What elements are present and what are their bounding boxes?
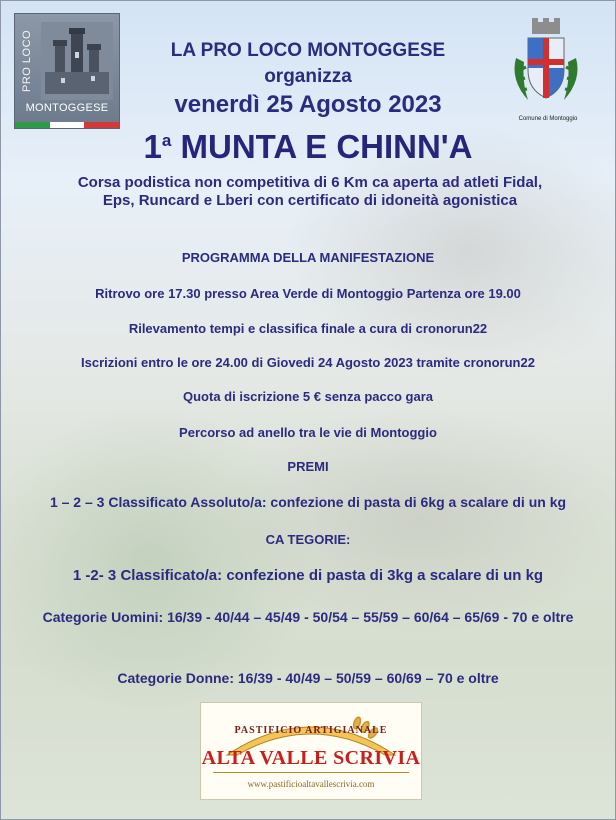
sponsor-ribbon-text: PASTIFICIO ARTIGIANALE	[234, 725, 388, 736]
event-description: Corsa podistica non competitiva di 6 Km ca aperta ad atleti Fidal, Eps, Runcard e Lberi con certificato di idoneità agonistica	[77, 174, 543, 209]
title-text: MUNTA E CHINN'A	[180, 128, 473, 165]
title-ordinal: 1	[143, 128, 162, 165]
organizer-line: LA PRO LOCO MONTOGGESE	[170, 40, 446, 61]
event-date: venerdì 25 Agosto 2023	[174, 91, 442, 118]
sponsor-url[interactable]: www.pastificioaltavallescrivia.com	[247, 779, 375, 789]
sponsor-divider	[213, 772, 409, 773]
prizes-heading: PREMI	[287, 459, 329, 474]
program-registration: Iscrizioni entro le ore 24.00 di Giovedi 24 Agosto 2023 tramite cronorun22	[81, 355, 535, 370]
program-heading: PROGRAMMA DELLA MANIFESTAZIONE	[181, 250, 435, 265]
crest-caption: Comune di Montoggio	[518, 116, 578, 122]
categories-prize: 1 -2- 3 Classificato/a: confezione di pasta di 3kg a scalare di un kg	[72, 567, 544, 584]
logo-vertical-text: PRO LOCO	[21, 29, 33, 93]
sponsor-name: ALTA VALLE SCRIVIA	[201, 747, 421, 769]
program-timing: Rilevamento tempi e classifica finale a cura di cronorun22	[128, 321, 488, 336]
program-fee: Quota di iscrizione 5 € senza pacco gara	[183, 389, 433, 404]
event-title	[0, 128, 616, 166]
prizes-overall: 1 – 2 – 3 Classificato Assoluto/a: confezione di pasta di 6kg a scalare di un kg	[49, 494, 567, 510]
title-ordinal-suffix: a	[161, 131, 172, 150]
categories-men: Categorie Uomini: 16/39 - 40/44 – 45/49 - 50/54 – 55/59 – 60/64 – 65/69 - 70 e oltre	[42, 609, 574, 625]
program-route: Percorso ad anello tra le vie di Montoggio	[179, 425, 437, 440]
categories-women: Categorie Donne: 16/39 - 40/49 – 50/59 – 60/69 – 70 e oltre	[117, 670, 499, 686]
organizza-line: organizza	[264, 66, 352, 87]
sponsor-logo	[200, 702, 422, 800]
categories-heading: CA TEGORIE:	[265, 532, 351, 547]
logo-name: MONTOGGESE	[25, 102, 109, 114]
program-meeting: Ritrovo ore 17.30 presso Area Verde di Montoggio Partenza ore 19.00	[95, 286, 521, 301]
